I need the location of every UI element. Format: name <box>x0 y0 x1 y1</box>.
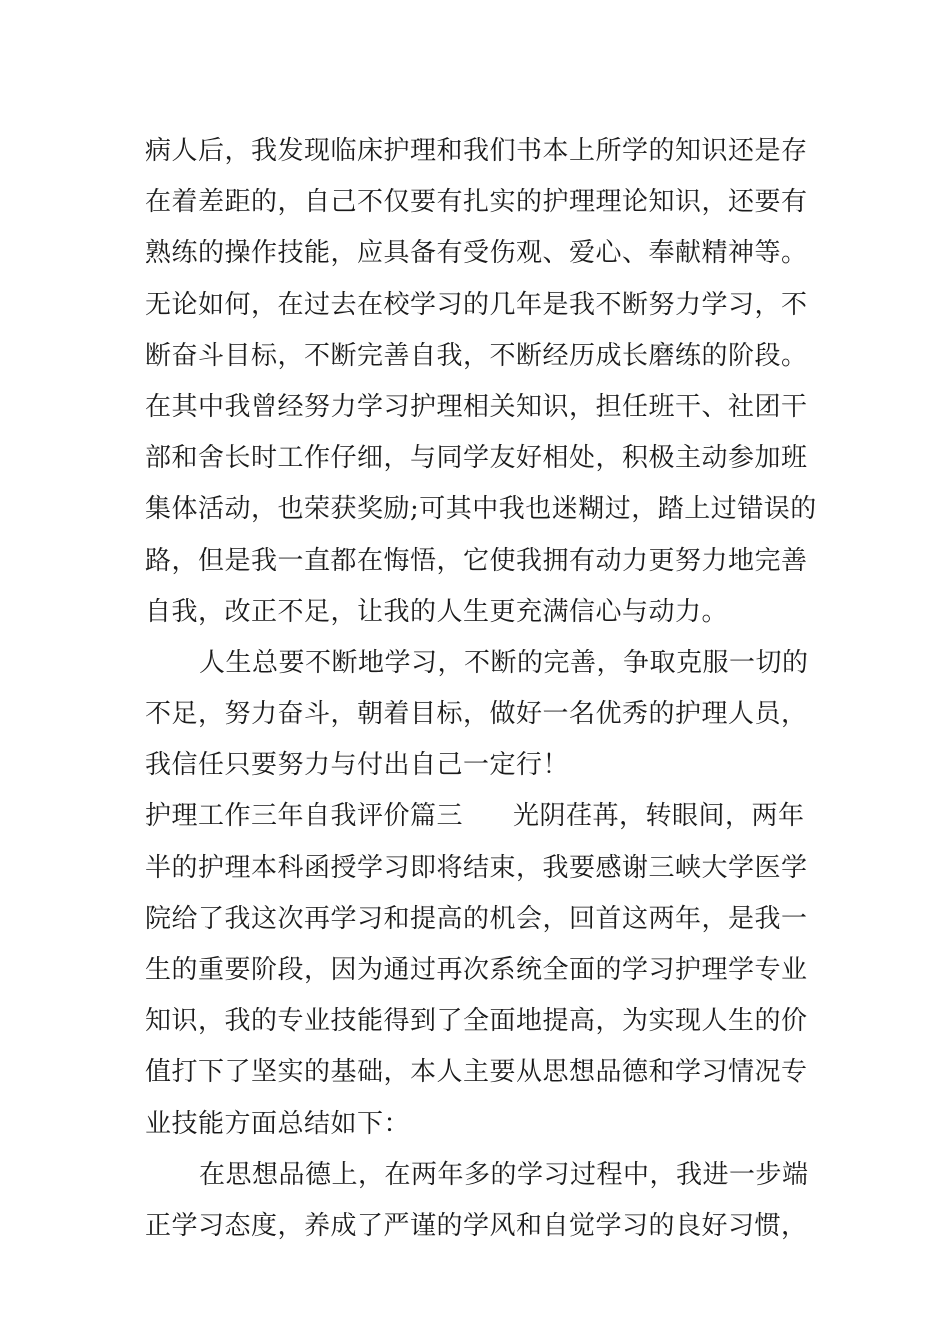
text-line: 断奋斗目标，不断完善自我，不断经历成长磨练的阶段。 <box>145 340 808 371</box>
text-line: 路，但是我一直都在悔悟，它使我拥有动力更努力地完善 <box>145 545 808 576</box>
text-line-fragment: 光阴荏苒，转眼间，两年 <box>513 801 805 832</box>
section-heading: 护理工作三年自我评价篇三 <box>145 801 464 832</box>
text-line: 不足，努力奋斗，朝着目标，做好一名优秀的护理人员， <box>145 699 808 730</box>
text-line: 院给了我这次再学习和提高的机会，回首这两年，是我一 <box>145 903 808 934</box>
document-body <box>145 126 817 1252</box>
text-line: 集体活动，也荣获奖励;可其中我也迷糊过，踏上过错误的 <box>145 494 817 525</box>
text-line: 部和舍长时工作仔细，与同学友好相处，积极主动参加班 <box>145 443 808 474</box>
text-line: 值打下了坚实的基础，本人主要从思想品德和学习情况专 <box>145 1057 808 1088</box>
text-line: 知识，我的专业技能得到了全面地提高，为实现人生的价 <box>145 1006 808 1037</box>
text-line: 熟练的操作技能，应具备有受伤观、爱心、奉献精神等。 <box>145 238 808 269</box>
text-line: 半的护理本科函授学习即将结束，我要感谢三峡大学医学 <box>145 852 808 883</box>
text-line: 我信任只要努力与付出自己一定行！ <box>145 750 570 781</box>
text-line: 无论如何，在过去在校学习的几年是我不断努力学习，不 <box>145 289 808 320</box>
section-heading-line <box>145 791 810 842</box>
text-line: 正学习态度，养成了严谨的学风和自觉学习的良好习惯， <box>145 1210 808 1241</box>
paragraph-first-line: 人生总要不断地学习，不断的完善，争取克服一切的 <box>199 647 809 678</box>
text-line: 病人后，我发现临床护理和我们书本上所学的知识还是存 <box>145 136 808 166</box>
text-line: 生的重要阶段，因为通过再次系统全面的学习护理学专业 <box>145 955 808 985</box>
text-line: 业技能方面总结如下： <box>145 1108 411 1139</box>
text-line: 在着差距的，自己不仅要有扎实的护理理论知识，还要有 <box>145 187 808 218</box>
text-line: 自我，改正不足，让我的人生更充满信心与动力。 <box>145 596 729 627</box>
text-line: 在其中我曾经努力学习护理相关知识，担任班干、社团干 <box>145 391 808 422</box>
paragraph-first-line: 在思想品德上，在两年多的学习过程中，我进一步端 <box>199 1159 809 1190</box>
